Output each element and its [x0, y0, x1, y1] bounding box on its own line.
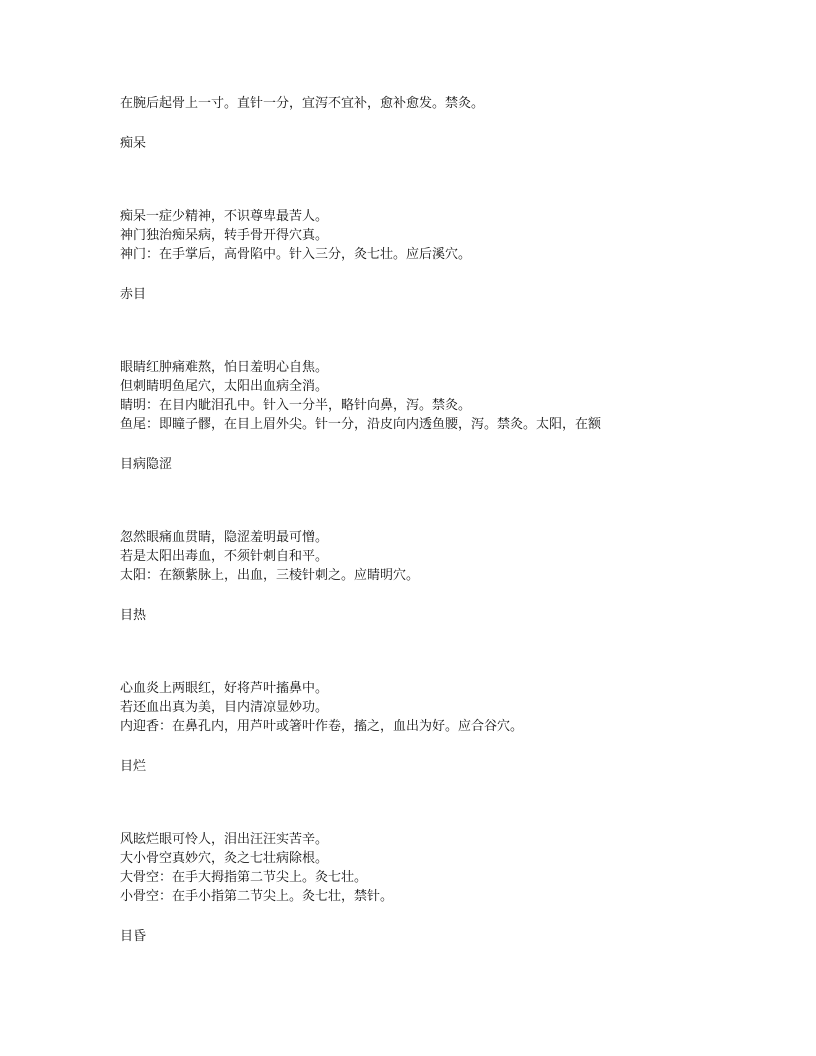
text-line: 眼睛红肿痛难熬，怕日羞明心自焦。 [120, 360, 329, 375]
text-line: 小骨空：在手小指第二节尖上。灸七壮，禁针。 [120, 889, 394, 904]
document-page [120, 94, 720, 946]
intro-text-line: 在腕后起骨上一寸。直针一分，宜泻不宜补，愈补愈发。禁灸。 [120, 96, 485, 111]
text-line: 太阳：在额紫脉上，出血，三棱针刺之。应睛明穴。 [120, 568, 420, 583]
section-heading-mure: 目热 [120, 608, 147, 623]
text-line: 鱼尾：即瞳子髎，在目上眉外尖。针一分，沿皮向内透鱼腰，泻。禁灸。太阳，在额 [120, 417, 602, 432]
section-heading-chimu: 赤目 [120, 287, 147, 302]
section-heading-chidai: 痴呆 [120, 136, 147, 151]
text-line: 心血炎上两眼红，好将芦叶搐鼻中。 [120, 681, 329, 696]
text-line: 若还血出真为美，目内清凉显妙功。 [120, 700, 329, 715]
text-line: 神门：在手掌后，高骨陷中。针入三分，灸七壮。应后溪穴。 [120, 247, 472, 262]
section-heading-mubing-yinse: 目病隐涩 [120, 457, 173, 472]
text-line: 睛明：在目内眦泪孔中。针入一分半，略针向鼻，泻。禁灸。 [120, 398, 472, 413]
text-line: 痴呆一症少精神，不识尊卑最苦人。 [120, 209, 329, 224]
text-line: 大小骨空真妙穴，灸之七壮病除根。 [120, 851, 329, 866]
section-heading-mulan: 目烂 [120, 759, 147, 774]
section-heading-muhun: 目昏 [120, 929, 147, 944]
text-line: 若是太阳出毒血，不须针刺自和平。 [120, 549, 329, 564]
text-line: 大骨空：在手大拇指第二节尖上。灸七壮。 [120, 870, 368, 885]
text-line: 但刺睛明鱼尾穴，太阳出血病全消。 [120, 379, 329, 394]
text-line: 内迎香：在鼻孔内，用芦叶或箸叶作卷，搐之，血出为好。应合谷穴。 [120, 719, 524, 734]
text-line: 风眩烂眼可怜人，泪出汪汪实苦辛。 [120, 832, 329, 847]
text-line: 神门独治痴呆病，转手骨开得穴真。 [120, 228, 329, 243]
text-line: 忽然眼痛血贯睛，隐涩羞明最可憎。 [120, 530, 329, 545]
